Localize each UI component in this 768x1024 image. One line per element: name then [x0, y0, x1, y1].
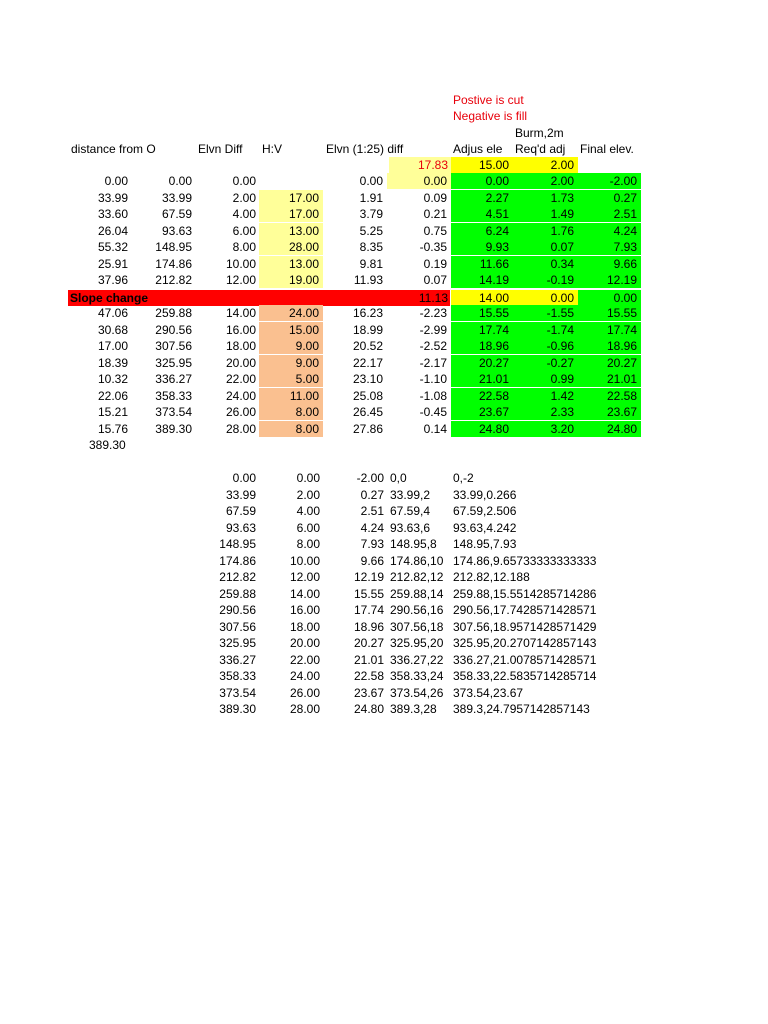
cell-cumulative-distance: 174.86 [155, 256, 192, 271]
cell-pair-elvn: 259.88,14 [390, 586, 444, 601]
cell-elvn-diff: 10.00 [225, 256, 256, 271]
cell-pair-final: 93.63,4.242 [453, 520, 517, 535]
cell-elvn-diff: 18.00 [225, 339, 256, 353]
cell-y-elvn: 14.00 [289, 586, 320, 601]
cell-adjus-ele: 20.27 [451, 355, 513, 371]
cell-reqd-adj: -0.96 [513, 338, 578, 354]
cell-reqd-adj: -0.27 [513, 355, 578, 371]
header-reqd-adj: Req'd adj [515, 142, 566, 156]
cell-final-elev: 15.55 [353, 586, 384, 601]
cell-x-distance: 389.30 [219, 702, 256, 716]
cell-hv-ratio: 13.00 [259, 223, 323, 239]
cell-pair-elvn: 0,0 [390, 471, 407, 485]
cell-reqd-adj: 2.00 [513, 173, 578, 189]
cell-pair-final: 325.95,20.2707142857143 [453, 636, 597, 650]
cell-diff: -1.08 [419, 388, 447, 403]
list-item [0, 503, 768, 519]
table-row [0, 206, 768, 222]
header-final-elev: Final elev. [580, 142, 634, 156]
cell-distance: 18.39 [97, 355, 128, 370]
cell-final-elev: 9.66 [360, 553, 384, 568]
table-row [0, 256, 768, 272]
note-positive-cut: Postive is cut [453, 93, 524, 107]
cell-pair-elvn: 325.95,20 [390, 636, 444, 650]
cell-x-distance: 373.54 [219, 685, 256, 700]
cell-y-elvn: 28.00 [289, 702, 320, 716]
cell-diff: -2.17 [419, 355, 447, 370]
cell-adjus-ele: 17.74 [451, 322, 513, 338]
list-item [0, 652, 768, 668]
cell-final-elev: 12.19 [578, 272, 641, 288]
cell-elvn-125: 9.81 [359, 256, 383, 271]
cell-distance: 25.91 [97, 256, 128, 271]
cell-x-distance: 259.88 [219, 586, 256, 601]
cell-distance: 26.04 [97, 223, 128, 238]
cell-final-elev: 7.93 [360, 537, 384, 551]
list-item [0, 619, 768, 635]
cell-y-elvn: 20.00 [289, 636, 320, 650]
cell-pair-final: 373.54,23.67 [453, 685, 524, 700]
cell-hv-ratio: 8.00 [259, 404, 323, 420]
cell-x-distance: 93.63 [225, 520, 256, 535]
table-row [0, 322, 768, 338]
cell-elvn-125: 3.79 [359, 207, 383, 221]
table-row [0, 239, 768, 255]
cell-hv-ratio: 5.00 [259, 371, 323, 387]
cell-final-elev: 4.24 [578, 223, 641, 239]
cell-y-elvn: 16.00 [289, 603, 320, 617]
cell-hv-ratio: 15.00 [259, 322, 323, 338]
cell-y-elvn: 24.00 [289, 669, 320, 683]
cell-distance: 17.00 [97, 339, 128, 353]
cell-elvn-diff: 26.00 [225, 405, 256, 419]
table-row [0, 272, 768, 288]
summary-adjus: 15.00 [451, 157, 513, 173]
cell-final-elev: 23.67 [353, 685, 384, 700]
cell-cumulative-distance: 307.56 [155, 339, 192, 353]
cell-final-elev: 18.96 [578, 338, 641, 354]
cell-y-elvn: 10.00 [289, 553, 320, 568]
list-item [0, 685, 768, 701]
cell-pair-final: 212.82,12.188 [453, 570, 530, 584]
cell-cumulative-distance: 259.88 [155, 306, 192, 320]
cell-elvn-diff: 16.00 [225, 322, 256, 337]
cell-diff: -2.23 [419, 306, 447, 320]
cell-hv-ratio: 17.00 [259, 206, 323, 222]
cell-adjus-ele: 21.01 [451, 371, 513, 387]
cell-reqd-adj: 0.99 [513, 371, 578, 387]
cell-cumulative-distance: 212.82 [155, 273, 192, 287]
cell-cumulative-distance: 148.95 [155, 240, 192, 254]
cell-reqd-adj: 3.20 [513, 421, 578, 437]
cell-final-elev: 7.93 [578, 239, 641, 255]
cell-final-elev: 4.24 [360, 520, 384, 535]
cell-elvn-125: 8.35 [359, 240, 383, 254]
cell-final-elev: 20.27 [578, 355, 641, 371]
cell-pair-elvn: 358.33,24 [390, 669, 444, 683]
cell-adjus-ele: 18.96 [451, 338, 513, 354]
cell-y-elvn: 0.00 [296, 471, 320, 485]
cell-distance: 47.06 [97, 306, 128, 320]
cell-elvn-diff: 14.00 [225, 306, 256, 320]
cell-diff: 0.09 [423, 190, 447, 205]
cell-x-distance: 290.56 [219, 603, 256, 617]
cell-pair-final: 358.33,22.5835714285714 [453, 669, 597, 683]
cell-elvn-diff: 0.00 [232, 174, 256, 188]
cell-diff: 0.75 [423, 223, 447, 238]
cell-distance: 22.06 [97, 388, 128, 403]
cell-adjus-ele: 11.66 [451, 256, 513, 272]
slope-change-final: 0.00 [578, 290, 641, 306]
cell-pair-final: 259.88,15.5514285714286 [453, 586, 597, 601]
table-row [0, 173, 768, 189]
cell-distance: 37.96 [97, 273, 128, 287]
cell-y-elvn: 6.00 [296, 520, 320, 535]
cell-pair-final: 148.95,7.93 [453, 537, 517, 551]
cell-x-distance: 33.99 [225, 487, 256, 502]
cell-distance: 33.60 [97, 207, 128, 221]
list-item [0, 586, 768, 602]
cell-elvn-125: 22.17 [352, 355, 383, 370]
cell-elvn-diff: 12.00 [225, 273, 256, 287]
cell-distance: 30.68 [97, 322, 128, 337]
header-elvn-diff: Elvn Diff [198, 142, 243, 156]
cell-final-elev: 22.58 [578, 388, 641, 404]
cell-elvn-125: 26.45 [352, 405, 383, 419]
cell-final-elev: 2.51 [578, 206, 641, 222]
cell-cumulative-distance: 290.56 [155, 322, 192, 337]
cell-y-elvn: 22.00 [289, 652, 320, 667]
cell-pair-final: 290.56,17.7428571428571 [453, 603, 597, 617]
list-item [0, 520, 768, 536]
cell-distance: 10.32 [97, 372, 128, 386]
cell-diff: 0.14 [423, 421, 447, 436]
cell-pair-elvn: 33.99,2 [390, 487, 431, 502]
note-negative-fill: Negative is fill [453, 109, 528, 123]
cell-x-distance: 358.33 [219, 669, 256, 683]
header-hv: H:V [262, 142, 283, 156]
cell-final-elev: 23.67 [578, 404, 641, 420]
cell-final-elev: 24.80 [353, 702, 384, 716]
table-row [0, 223, 768, 239]
cell-distance: 15.76 [97, 421, 128, 436]
cell-pair-final: 174.86,9.65733333333333 [453, 553, 597, 568]
cell-distance: 33.99 [97, 190, 128, 205]
cell-distance: 55.32 [97, 240, 128, 254]
cell-pair-elvn: 389.3,28 [390, 702, 437, 716]
cell-cumulative-distance: 33.99 [161, 190, 192, 205]
cell-pair-elvn: 290.56,16 [390, 603, 444, 617]
cell-adjus-ele: 15.55 [451, 305, 513, 321]
cell-final-elev: 0.27 [360, 487, 384, 502]
table-row [0, 371, 768, 387]
cell-distance: 0.00 [104, 174, 128, 188]
cell-pair-elvn: 174.86,10 [390, 553, 444, 568]
cell-cumulative-distance: 358.33 [155, 388, 192, 403]
cell-reqd-adj: -0.19 [513, 272, 578, 288]
cell-adjus-ele: 24.80 [451, 421, 513, 437]
cell-elvn-125: 27.86 [352, 421, 383, 436]
cell-elvn-diff: 22.00 [225, 372, 256, 386]
cell-x-distance: 148.95 [219, 537, 256, 551]
cell-x-distance: 67.59 [225, 504, 256, 518]
list-item [0, 701, 768, 717]
cell-final-elev: 2.51 [360, 504, 384, 518]
cell-x-distance: 325.95 [219, 636, 256, 650]
cell-y-elvn: 2.00 [296, 487, 320, 502]
cell-pair-final: 0,-2 [453, 471, 474, 485]
cell-elvn-diff: 2.00 [232, 190, 256, 205]
slope-change-diff: 11.13 [418, 291, 448, 305]
list-item [0, 635, 768, 651]
cell-final-elev: -2.00 [578, 173, 641, 189]
table-row [0, 190, 768, 206]
list-item [0, 602, 768, 618]
cell-elvn-diff: 20.00 [225, 355, 256, 370]
cell-diff: 0.07 [423, 273, 447, 287]
cell-cumulative-distance: 0.00 [168, 174, 192, 188]
cell-pair-elvn: 93.63,6 [390, 520, 431, 535]
cell-adjus-ele: 22.58 [451, 388, 513, 404]
cell-adjus-ele: 2.27 [451, 190, 513, 206]
cell-x-distance: 174.86 [219, 553, 256, 568]
slope-change-row [0, 290, 768, 306]
cell-pair-elvn: 307.56,18 [390, 619, 444, 634]
cell-final-elev: -2.00 [356, 471, 384, 485]
cell-reqd-adj: 1.49 [513, 206, 578, 222]
cell-elvn-diff: 24.00 [225, 388, 256, 403]
table-row [0, 388, 768, 404]
cell-adjus-ele: 4.51 [451, 206, 513, 222]
cell-diff: -0.35 [419, 240, 447, 254]
slope-change-adjus: 14.00 [451, 290, 513, 306]
cell-hv-ratio: 11.00 [259, 388, 323, 404]
cell-hv-ratio: 9.00 [259, 355, 323, 371]
table-row [0, 338, 768, 354]
summary-diff: 17.83 [389, 157, 452, 173]
cell-reqd-adj: 2.33 [513, 404, 578, 420]
cell-elvn-125: 1.91 [359, 190, 383, 205]
cell-adjus-ele: 9.93 [451, 239, 513, 255]
cell-elvn-diff: 8.00 [232, 240, 256, 254]
cell-cumulative-distance: 389.30 [155, 421, 192, 436]
cell-diff: -2.52 [419, 339, 447, 353]
cell-pair-final: 307.56,18.9571428571429 [453, 619, 597, 634]
cell-cumulative-distance: 373.54 [155, 405, 192, 419]
cell-reqd-adj: -1.55 [513, 305, 578, 321]
header-elvn-125-diff: Elvn (1:25) diff [326, 142, 404, 156]
cell-cumulative-distance: 336.27 [155, 372, 192, 386]
cell-elvn-125: 11.93 [353, 273, 383, 287]
cell-y-elvn: 4.00 [296, 504, 320, 518]
header-distance: distance from O [71, 142, 156, 156]
cell-pair-final: 389.3,24.7957142857143 [453, 702, 590, 716]
cell-distance: 15.21 [97, 405, 128, 419]
table-row [0, 355, 768, 371]
cell-diff: 0.21 [423, 207, 447, 221]
header-adjus-ele: Adjus ele [453, 142, 503, 156]
cell-final-elev: 0.27 [578, 190, 641, 206]
cell-hv-ratio: 19.00 [259, 272, 323, 288]
total-distance: 389.30 [89, 438, 126, 452]
cell-elvn-125: 25.08 [352, 388, 383, 403]
table-row [0, 305, 768, 321]
cell-reqd-adj: -1.74 [513, 322, 578, 338]
cell-cumulative-distance: 67.59 [161, 207, 192, 221]
cell-reqd-adj: 1.73 [513, 190, 578, 206]
cell-final-elev: 15.55 [578, 305, 641, 321]
summary-row [0, 157, 768, 173]
cell-pair-elvn: 67.59,4 [390, 504, 431, 518]
cell-diff: 0.00 [387, 173, 451, 189]
cell-final-elev: 18.96 [353, 619, 384, 634]
cell-elvn-125: 23.10 [352, 372, 383, 386]
cell-x-distance: 336.27 [219, 652, 256, 667]
cell-pair-final: 33.99,0.266 [453, 487, 517, 502]
cell-cumulative-distance: 325.95 [155, 355, 192, 370]
summary-reqd: 2.00 [513, 157, 578, 173]
cell-diff: -2.99 [419, 322, 447, 337]
list-item [0, 536, 768, 552]
cell-final-elev: 21.01 [578, 371, 641, 387]
list-item [0, 553, 768, 569]
cell-final-elev: 24.80 [578, 421, 641, 437]
cell-pair-elvn: 148.95,8 [390, 537, 437, 551]
cell-pair-elvn: 373.54,26 [390, 685, 444, 700]
cell-hv-ratio [259, 173, 323, 189]
cell-final-elev: 21.01 [353, 652, 384, 667]
cell-adjus-ele: 23.67 [451, 404, 513, 420]
cell-hv-ratio: 24.00 [259, 305, 323, 321]
cell-y-elvn: 18.00 [289, 619, 320, 634]
list-item [0, 487, 768, 503]
cell-final-elev: 20.27 [353, 636, 384, 650]
cell-pair-elvn: 336.27,22 [390, 652, 444, 667]
cell-final-elev: 17.74 [578, 322, 641, 338]
cell-pair-final: 67.59,2.506 [453, 504, 517, 518]
cell-elvn-125: 16.23 [352, 306, 383, 320]
cell-reqd-adj: 1.42 [513, 388, 578, 404]
cell-diff: -1.10 [419, 372, 447, 386]
list-item [0, 668, 768, 684]
cell-elvn-diff: 28.00 [225, 421, 256, 436]
slope-change-reqd: 0.00 [513, 290, 578, 306]
cell-elvn-diff: 6.00 [232, 223, 256, 238]
cell-final-elev: 9.66 [578, 256, 641, 272]
cell-elvn-125: 0.00 [359, 174, 383, 188]
cell-pair-elvn: 212.82,12 [390, 570, 444, 584]
list-item [0, 470, 768, 486]
cell-elvn-125: 18.99 [352, 322, 383, 337]
list-item [0, 569, 768, 585]
cell-hv-ratio: 28.00 [259, 239, 323, 255]
cell-elvn-diff: 4.00 [232, 207, 256, 221]
cell-final-elev: 17.74 [353, 603, 384, 617]
cell-elvn-125: 5.25 [359, 223, 383, 238]
cell-hv-ratio: 9.00 [259, 338, 323, 354]
cell-final-elev: 12.19 [353, 570, 384, 584]
cell-adjus-ele: 6.24 [451, 223, 513, 239]
cell-x-distance: 307.56 [219, 619, 256, 634]
cell-y-elvn: 26.00 [289, 685, 320, 700]
cell-cumulative-distance: 93.63 [161, 223, 192, 238]
cell-hv-ratio: 13.00 [259, 256, 323, 272]
header-burm: Burm,2m [515, 126, 564, 140]
cell-y-elvn: 12.00 [289, 570, 320, 584]
cell-reqd-adj: 0.34 [513, 256, 578, 272]
cell-reqd-adj: 1.76 [513, 223, 578, 239]
slope-change-label: Slope change [70, 291, 149, 305]
cell-elvn-125: 20.52 [352, 339, 383, 353]
cell-diff: 0.19 [423, 256, 447, 271]
cell-adjus-ele: 0.00 [451, 173, 513, 189]
cell-y-elvn: 8.00 [296, 537, 320, 551]
table-row [0, 404, 768, 420]
cell-reqd-adj: 0.07 [513, 239, 578, 255]
cell-x-distance: 0.00 [232, 471, 256, 485]
cell-final-elev: 22.58 [353, 669, 384, 683]
cell-x-distance: 212.82 [219, 570, 256, 584]
cell-diff: -0.45 [419, 405, 447, 419]
cell-adjus-ele: 14.19 [451, 272, 513, 288]
cell-pair-final: 336.27,21.0078571428571 [453, 652, 597, 667]
cell-hv-ratio: 8.00 [259, 421, 323, 437]
cell-hv-ratio: 17.00 [259, 190, 323, 206]
table-row [0, 421, 768, 437]
